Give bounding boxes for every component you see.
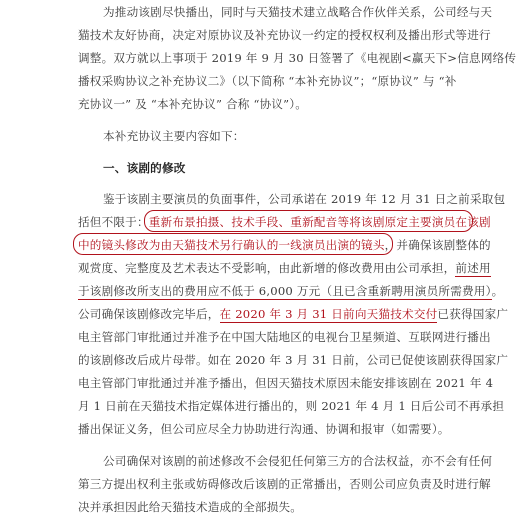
para1-line5: 充协议一” 及 “本补充协议” 合称 “协议”）。 <box>78 97 308 111</box>
section-line10: 月 1 日前在天猫技术指定媒体进行播出的，则 2021 年 4 月 1 日后公司不再承担 <box>78 399 505 413</box>
section-line3 <box>78 237 491 253</box>
section-line2-highlight: 重新布景拍摄、技术手段、重新配音等将该剧原定主要演员在该剧 <box>148 215 491 229</box>
section-line4 <box>78 260 491 276</box>
para1-line4: 播权采购协议之补充协议二》（以下简称 “本补充协议”；“原协议” 与 “补 <box>78 74 457 88</box>
section-line6-highlight: 在 2020 年 3 月 31 日前向天猫技术交付 <box>219 307 438 321</box>
section-line2-prefix: 括但不限于： <box>78 215 149 229</box>
para1-line2: 猫技术友好协商，决定对原协议及补充协议一约定的授权权利及播出形式等进行 <box>78 28 491 42</box>
section-line6-suffix: 已获得国家广 <box>437 307 509 321</box>
para1-line3: 调整。双方就以上事项于 2019 年 9 月 30 日签署了《电视剧<赢天下>信息网络传 <box>78 51 516 65</box>
section-line3-highlight: 中的镜头修改为由天猫技术另行确认的一线演员出演的镜头 <box>78 238 385 252</box>
section-line5-underlined: 于该剧修改所支出的费用应不低于 6,000 万元（且已含重新聘用演员所需费用） <box>78 284 492 298</box>
para1-line1: 为推动该剧尽快播出，同时与天猫技术建立战略合作伙伴关系，公司经与天 <box>103 5 493 19</box>
section-line5-suffix: 。 <box>491 284 504 298</box>
section-line9: 电主管部门审批通过并准予播出，但因天猫技术原因未能安排该剧在 2021 年 4 <box>78 376 494 390</box>
section-line2 <box>78 214 491 230</box>
section-line4-underlined: 前述用 <box>455 261 491 275</box>
section-line7: 电主管部门审批通过并准予在中国大陆地区的电视台卫星频道、互联网进行播出 <box>78 330 491 344</box>
para3-line3: 决并承担因此给天猫技术造成的全部损失。 <box>78 500 303 514</box>
para3-line1: 公司确保对该剧的前述修改不会侵犯任何第三方的合法权益，亦不会有任何 <box>103 454 493 468</box>
section-line11: 播出保证义务，但公司应尽全力协助进行沟通、协调和报审（如需要）。 <box>78 422 450 436</box>
section-line1: 鉴于该剧主要演员的负面事件，公司承诺在 2019 年 12 月 31 日之前采取包 <box>103 192 506 206</box>
para2-intro: 本补充协议主要内容如下： <box>103 129 245 143</box>
section-line8: 的该剧修改后成片母带。如在 2020 年 3 月 31 日前，公司已促使该剧获得国家广 <box>78 353 509 367</box>
section-line6 <box>78 306 508 322</box>
section-line3-suffix: ，并确保该剧整体的 <box>384 238 491 252</box>
section-heading: 一、该剧的修改 <box>103 161 186 175</box>
section-line6-prefix: 公司确保该剧修改完毕后， <box>78 307 220 321</box>
para3-line2: 第三方提出权利主张或妨碍修改后该剧的正常播出，否则公司应负责及时进行解 <box>78 477 491 491</box>
section-line5 <box>78 283 503 299</box>
section-line4-prefix: 观赏度、完整度及艺术表达不受影响，由此新增的修改费用由公司承担， <box>78 261 456 275</box>
